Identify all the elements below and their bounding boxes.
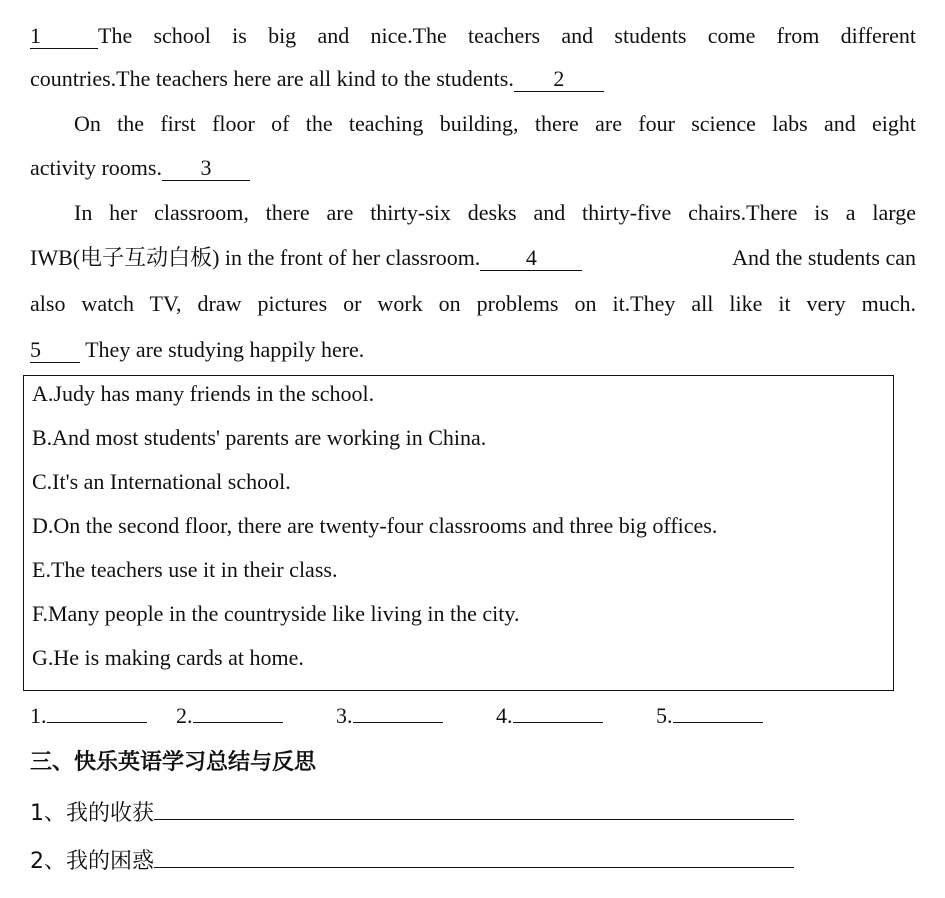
option-d: D.On the second floor, there are twenty-four classrooms and three big offices. xyxy=(32,513,718,538)
gains-label: 1、我的收获 xyxy=(30,801,154,826)
paragraph3-line2 xyxy=(30,243,916,274)
answer-1 xyxy=(30,700,147,731)
paragraph1-line2-text: countries.The teachers here are all kind to the students. xyxy=(30,66,514,91)
confusion-label: 2、我的困惑 xyxy=(30,849,154,874)
answer-4-label: 4. xyxy=(496,703,513,728)
answer-4 xyxy=(496,700,603,731)
blank-1[interactable]: 1 xyxy=(30,24,98,49)
paragraph2-line1: On the first floor of the teaching building, there are four science labs and eight xyxy=(74,111,916,136)
option-a: A.Judy has many friends in the school. xyxy=(32,381,375,406)
confusion-field[interactable] xyxy=(154,845,794,868)
answer-3 xyxy=(336,700,443,731)
paragraph2-line2-text: activity rooms. xyxy=(30,155,162,180)
section-title: 三、快乐英语学习总结与反思 xyxy=(30,750,317,775)
answer-1-field[interactable] xyxy=(47,700,147,723)
paragraph1-line2 xyxy=(30,64,916,94)
gains-field[interactable] xyxy=(154,797,794,820)
option-c: C.It's an International school. xyxy=(32,469,291,494)
answer-3-label: 3. xyxy=(336,703,353,728)
reflection-confusion xyxy=(30,845,794,877)
paragraph3-line4-text: They are studying happily here. xyxy=(85,337,365,362)
iwb-chinese-term: 电子互动白板 xyxy=(80,246,213,271)
option-g: G.He is making cards at home. xyxy=(32,645,304,670)
answer-5-label: 5. xyxy=(656,703,673,728)
option-f: F.Many people in the countryside like living in the city. xyxy=(32,601,520,626)
blank-4[interactable]: 4 xyxy=(480,246,582,271)
options-box xyxy=(23,375,894,691)
paragraph3-line2-prefix: IWB( xyxy=(30,245,81,270)
paragraph3-line2-suffix: And the students can xyxy=(732,245,916,270)
answer-1-label: 1. xyxy=(30,703,47,728)
answer-3-field[interactable] xyxy=(353,700,443,723)
paragraph1-line1 xyxy=(30,21,916,51)
paragraph3-line1: In her classroom, there are thirty-six desks and thirty-five chairs.There is a large xyxy=(74,200,916,225)
paragraph3-line3: also watch TV, draw pictures or work on problems on it.They all like it very much. xyxy=(30,291,916,316)
paragraph1-line1-text: The school is big and nice.The teachers and students come from different xyxy=(98,23,916,48)
answer-2 xyxy=(176,700,283,731)
answer-2-label: 2. xyxy=(176,703,193,728)
paragraph3-line2-mid: ) in the front of her classroom. xyxy=(212,245,481,270)
blank-2[interactable]: 2 xyxy=(514,67,604,92)
reflection-gains xyxy=(30,797,794,829)
blank-3[interactable]: 3 xyxy=(162,156,250,181)
blank-5[interactable]: 5 xyxy=(30,338,80,363)
option-e: E.The teachers use it in their class. xyxy=(32,557,338,582)
answer-5-field[interactable] xyxy=(673,700,763,723)
answer-2-field[interactable] xyxy=(193,700,283,723)
answer-5 xyxy=(656,700,763,731)
option-b: B.And most students' parents are working in China. xyxy=(32,425,487,450)
paragraph2-line2 xyxy=(30,153,916,183)
answer-4-field[interactable] xyxy=(513,700,603,723)
paragraph3-line4 xyxy=(30,335,916,365)
